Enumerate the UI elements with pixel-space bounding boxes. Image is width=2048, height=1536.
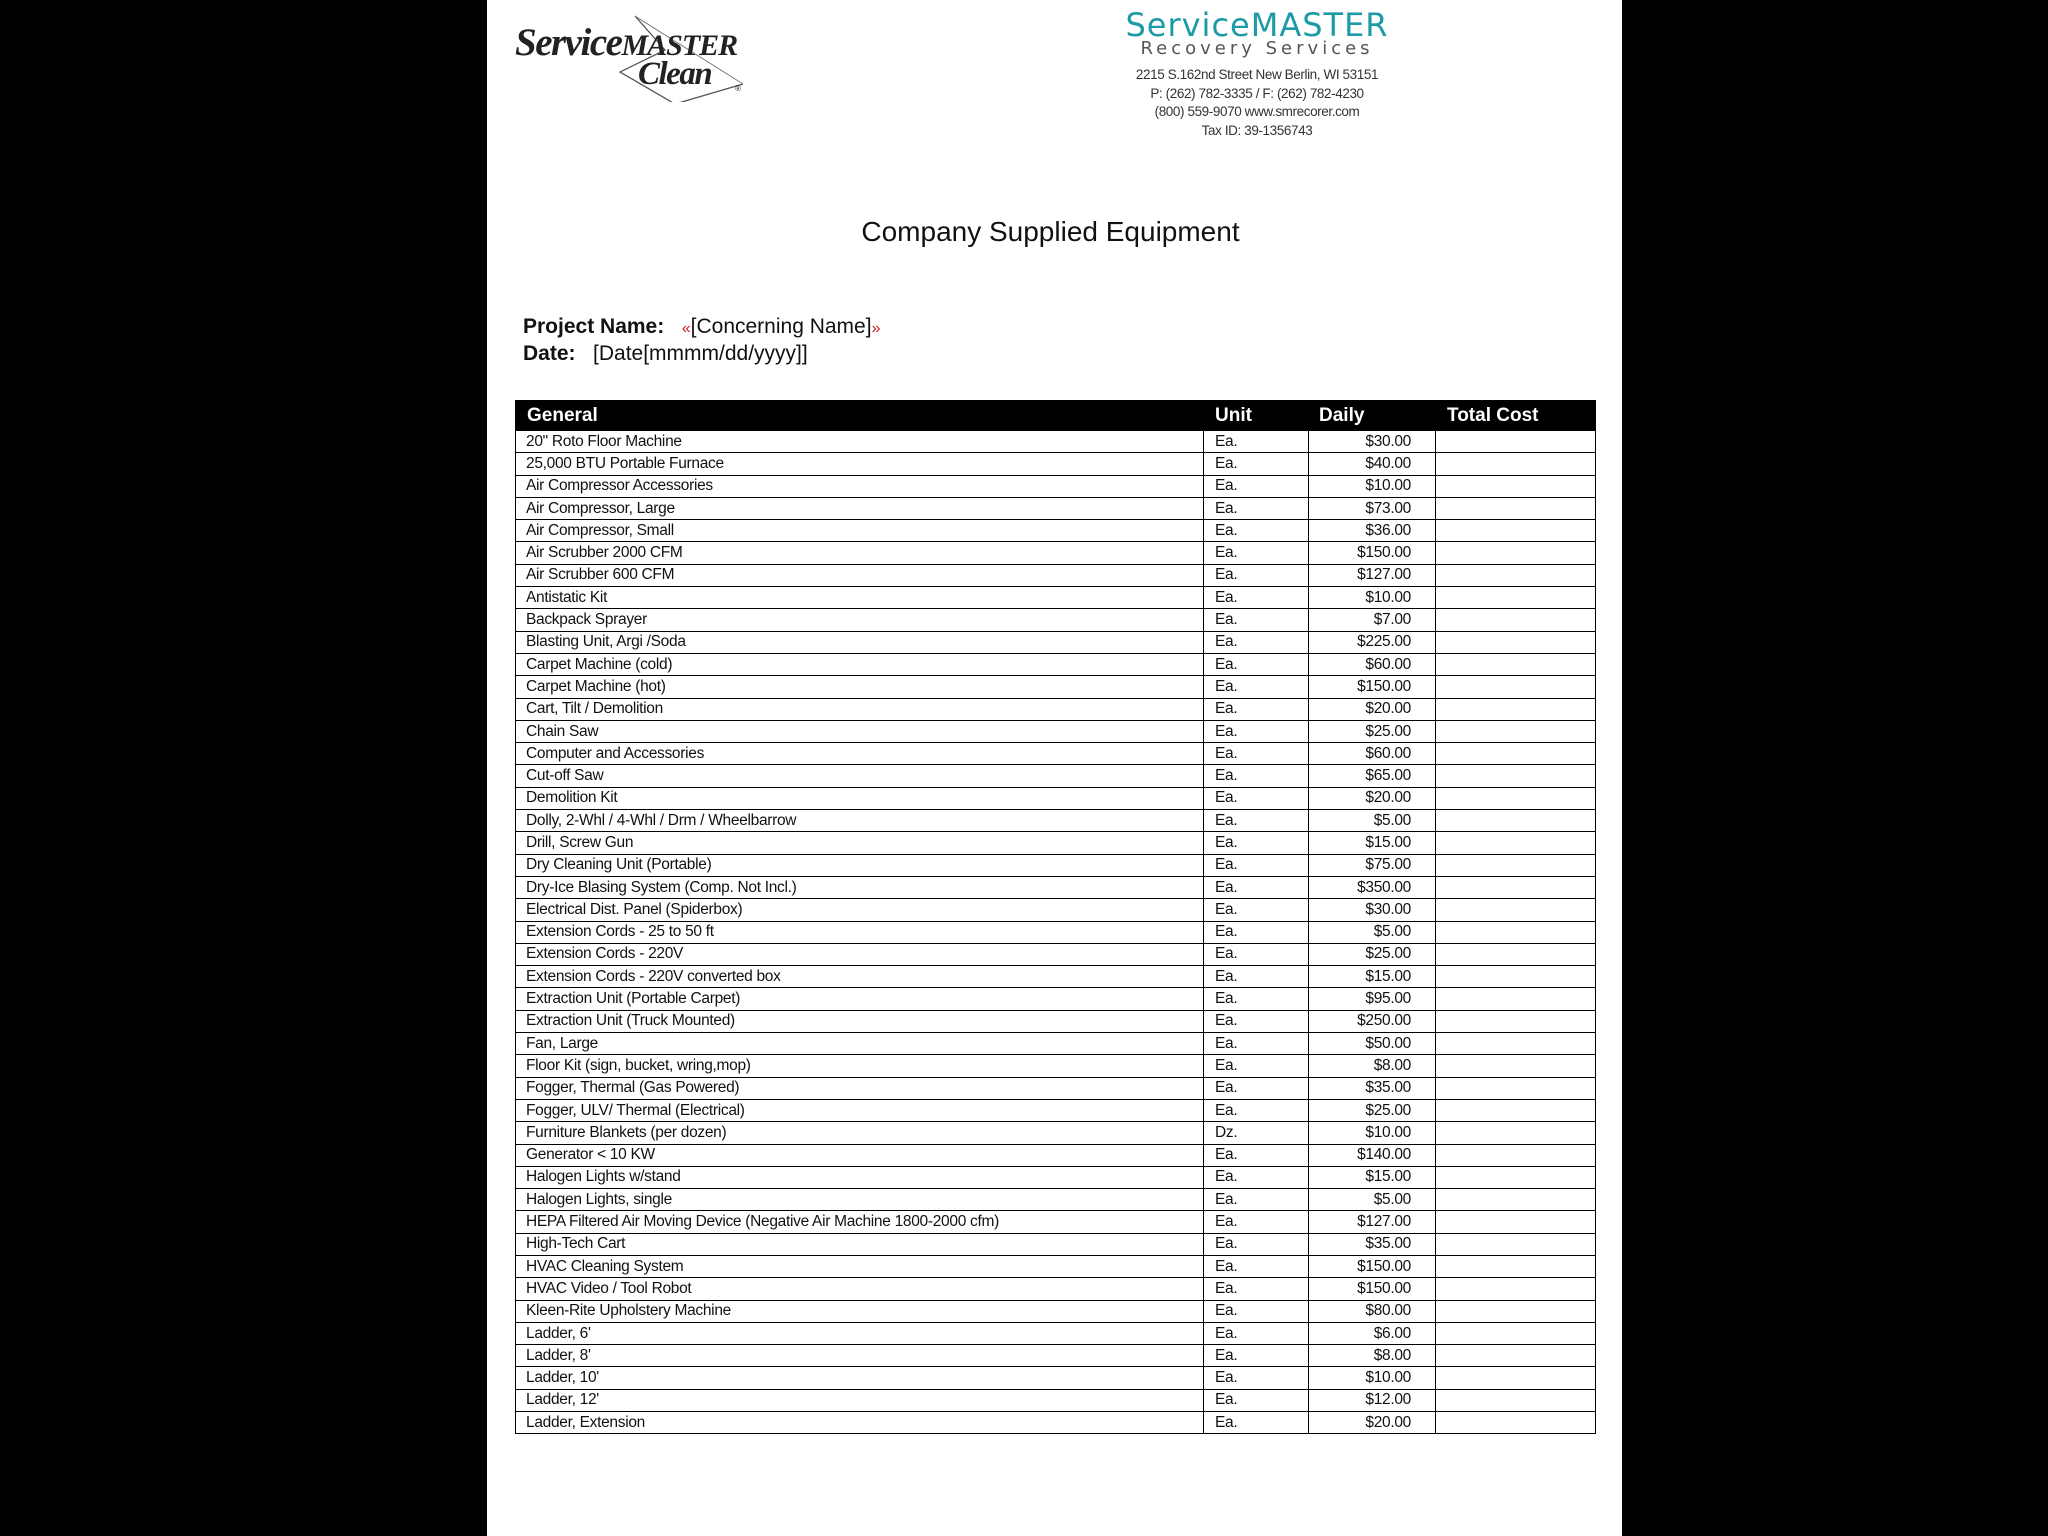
table-row bbox=[516, 832, 1596, 854]
table-row bbox=[516, 453, 1596, 475]
table-row bbox=[516, 676, 1596, 698]
daily-rate-cell: $25.00 bbox=[1309, 720, 1436, 742]
unit-cell: Ea. bbox=[1204, 564, 1309, 586]
daily-rate-cell: $10.00 bbox=[1309, 475, 1436, 497]
equipment-name-cell: Blasting Unit, Argi /Soda bbox=[516, 631, 1204, 653]
total-cost-cell[interactable] bbox=[1436, 787, 1596, 809]
letterhead-tax-id: Tax ID: 39-1356743 bbox=[1201, 122, 1313, 138]
equipment-name-cell: Halogen Lights w/stand bbox=[516, 1166, 1204, 1188]
equipment-name-cell: Ladder, 8' bbox=[516, 1345, 1204, 1367]
daily-rate-cell: $30.00 bbox=[1309, 431, 1436, 453]
total-cost-cell[interactable] bbox=[1436, 1278, 1596, 1300]
daily-rate-cell: $40.00 bbox=[1309, 453, 1436, 475]
table-row bbox=[516, 876, 1596, 898]
unit-cell: Ea. bbox=[1204, 921, 1309, 943]
total-cost-cell[interactable] bbox=[1436, 542, 1596, 564]
equipment-name-cell: High-Tech Cart bbox=[516, 1233, 1204, 1255]
table-row bbox=[516, 854, 1596, 876]
table-row bbox=[516, 921, 1596, 943]
table-row bbox=[516, 1255, 1596, 1277]
equipment-name-cell: HEPA Filtered Air Moving Device (Negative Air Machine 1800-2000 cfm) bbox=[516, 1211, 1204, 1233]
table-row bbox=[516, 1211, 1596, 1233]
total-cost-cell[interactable] bbox=[1436, 1166, 1596, 1188]
table-row bbox=[516, 1345, 1596, 1367]
total-cost-cell[interactable] bbox=[1436, 698, 1596, 720]
unit-cell: Ea. bbox=[1204, 587, 1309, 609]
daily-rate-cell: $30.00 bbox=[1309, 899, 1436, 921]
daily-rate-cell: $65.00 bbox=[1309, 765, 1436, 787]
total-cost-cell[interactable] bbox=[1436, 1189, 1596, 1211]
daily-rate-cell: $5.00 bbox=[1309, 921, 1436, 943]
unit-cell: Ea. bbox=[1204, 1412, 1309, 1434]
table-row bbox=[516, 497, 1596, 519]
table-row bbox=[516, 1144, 1596, 1166]
unit-cell: Ea. bbox=[1204, 943, 1309, 965]
equipment-name-cell: Carpet Machine (hot) bbox=[516, 676, 1204, 698]
table-row bbox=[516, 1099, 1596, 1121]
unit-cell: Ea. bbox=[1204, 876, 1309, 898]
total-cost-cell[interactable] bbox=[1436, 832, 1596, 854]
column-header-daily: Daily bbox=[1309, 401, 1436, 431]
equipment-name-cell: Fan, Large bbox=[516, 1033, 1204, 1055]
total-cost-cell[interactable] bbox=[1436, 1389, 1596, 1411]
equipment-name-cell: Generator < 10 KW bbox=[516, 1144, 1204, 1166]
daily-rate-cell: $25.00 bbox=[1309, 943, 1436, 965]
equipment-name-cell: Ladder, 12' bbox=[516, 1389, 1204, 1411]
unit-cell: Ea. bbox=[1204, 1033, 1309, 1055]
merge-field-open-mark: « bbox=[681, 320, 691, 337]
unit-cell: Ea. bbox=[1204, 720, 1309, 742]
unit-cell: Ea. bbox=[1204, 1278, 1309, 1300]
equipment-name-cell: Air Scrubber 600 CFM bbox=[516, 564, 1204, 586]
table-row bbox=[516, 475, 1596, 497]
unit-cell: Ea. bbox=[1204, 497, 1309, 519]
servicemaster-clean-logo bbox=[515, 12, 745, 94]
table-row bbox=[516, 1367, 1596, 1389]
daily-rate-cell: $50.00 bbox=[1309, 1033, 1436, 1055]
column-header-general: General bbox=[516, 401, 1204, 431]
equipment-name-cell: Extension Cords - 220V converted box bbox=[516, 966, 1204, 988]
unit-cell: Ea. bbox=[1204, 1367, 1309, 1389]
document-page bbox=[487, 0, 1622, 1536]
daily-rate-cell: $127.00 bbox=[1309, 1211, 1436, 1233]
table-row bbox=[516, 988, 1596, 1010]
table-row bbox=[516, 587, 1596, 609]
unit-cell: Ea. bbox=[1204, 1166, 1309, 1188]
letterhead-address: 2215 S.162nd Street New Berlin, WI 53151 bbox=[1135, 67, 1379, 82]
table-row bbox=[516, 743, 1596, 765]
total-cost-cell[interactable] bbox=[1436, 966, 1596, 988]
column-header-total-cost: Total Cost bbox=[1436, 401, 1596, 431]
total-cost-cell[interactable] bbox=[1436, 1211, 1596, 1233]
daily-rate-cell: $35.00 bbox=[1309, 1233, 1436, 1255]
total-cost-cell[interactable] bbox=[1436, 1233, 1596, 1255]
table-row bbox=[516, 1122, 1596, 1144]
daily-rate-cell: $35.00 bbox=[1309, 1077, 1436, 1099]
equipment-name-cell: Extension Cords - 25 to 50 ft bbox=[516, 921, 1204, 943]
total-cost-cell[interactable] bbox=[1436, 1144, 1596, 1166]
table-row bbox=[516, 1278, 1596, 1300]
total-cost-cell[interactable] bbox=[1436, 1367, 1596, 1389]
total-cost-cell[interactable] bbox=[1436, 743, 1596, 765]
total-cost-cell[interactable] bbox=[1436, 1010, 1596, 1032]
daily-rate-cell: $150.00 bbox=[1309, 542, 1436, 564]
table-row bbox=[516, 765, 1596, 787]
total-cost-cell[interactable] bbox=[1436, 854, 1596, 876]
equipment-name-cell: HVAC Cleaning System bbox=[516, 1255, 1204, 1277]
table-row bbox=[516, 720, 1596, 742]
daily-rate-cell: $5.00 bbox=[1309, 810, 1436, 832]
table-row bbox=[516, 899, 1596, 921]
unit-cell: Ea. bbox=[1204, 1322, 1309, 1344]
daily-rate-cell: $250.00 bbox=[1309, 1010, 1436, 1032]
unit-cell: Ea. bbox=[1204, 1010, 1309, 1032]
equipment-name-cell: 20" Roto Floor Machine bbox=[516, 431, 1204, 453]
table-row bbox=[516, 1233, 1596, 1255]
equipment-name-cell: Ladder, 10' bbox=[516, 1367, 1204, 1389]
total-cost-cell[interactable] bbox=[1436, 587, 1596, 609]
document-title: Company Supplied Equipment bbox=[861, 216, 1240, 247]
unit-cell: Ea. bbox=[1204, 966, 1309, 988]
unit-cell: Ea. bbox=[1204, 453, 1309, 475]
daily-rate-cell: $5.00 bbox=[1309, 1189, 1436, 1211]
daily-rate-cell: $350.00 bbox=[1309, 876, 1436, 898]
equipment-name-cell: Drill, Screw Gun bbox=[516, 832, 1204, 854]
daily-rate-cell: $20.00 bbox=[1309, 698, 1436, 720]
total-cost-cell[interactable] bbox=[1436, 1099, 1596, 1121]
unit-cell: Ea. bbox=[1204, 475, 1309, 497]
table-row bbox=[516, 520, 1596, 542]
table-row bbox=[516, 1389, 1596, 1411]
table-row bbox=[516, 564, 1596, 586]
unit-cell: Ea. bbox=[1204, 1300, 1309, 1322]
table-header-row bbox=[516, 401, 1596, 431]
equipment-name-cell: Air Compressor, Small bbox=[516, 520, 1204, 542]
equipment-name-cell: Computer and Accessories bbox=[516, 743, 1204, 765]
unit-cell: Ea. bbox=[1204, 1055, 1309, 1077]
total-cost-cell[interactable] bbox=[1436, 631, 1596, 653]
daily-rate-cell: $150.00 bbox=[1309, 1278, 1436, 1300]
table-row bbox=[516, 1189, 1596, 1211]
unit-cell: Ea. bbox=[1204, 899, 1309, 921]
equipment-name-cell: Demolition Kit bbox=[516, 787, 1204, 809]
unit-cell: Ea. bbox=[1204, 1144, 1309, 1166]
equipment-name-cell: Air Compressor, Large bbox=[516, 497, 1204, 519]
total-cost-cell[interactable] bbox=[1436, 609, 1596, 631]
total-cost-cell[interactable] bbox=[1436, 520, 1596, 542]
unit-cell: Dz. bbox=[1204, 1122, 1309, 1144]
equipment-name-cell: Chain Saw bbox=[516, 720, 1204, 742]
project-name-line bbox=[523, 315, 880, 339]
total-cost-cell[interactable] bbox=[1436, 1055, 1596, 1077]
unit-cell: Ea. bbox=[1204, 698, 1309, 720]
logo-wordmark-clean: Clean bbox=[638, 56, 712, 92]
table-row bbox=[516, 943, 1596, 965]
letterhead-brand-title: ServiceMASTER bbox=[1125, 6, 1389, 44]
letterhead-tollfree-web: (800) 559-9070 www.smrecorer.com bbox=[1154, 104, 1360, 119]
equipment-name-cell: Fogger, ULV/ Thermal (Electrical) bbox=[516, 1099, 1204, 1121]
column-header-unit: Unit bbox=[1204, 401, 1309, 431]
total-cost-cell[interactable] bbox=[1436, 988, 1596, 1010]
equipment-name-cell: Ladder, 6' bbox=[516, 1322, 1204, 1344]
equipment-name-cell: 25,000 BTU Portable Furnace bbox=[516, 453, 1204, 475]
total-cost-cell[interactable] bbox=[1436, 497, 1596, 519]
unit-cell: Ea. bbox=[1204, 854, 1309, 876]
unit-cell: Ea. bbox=[1204, 1345, 1309, 1367]
total-cost-cell[interactable] bbox=[1436, 1412, 1596, 1434]
daily-rate-cell: $75.00 bbox=[1309, 854, 1436, 876]
daily-rate-cell: $7.00 bbox=[1309, 609, 1436, 631]
equipment-name-cell: Dry-Ice Blasing System (Comp. Not Incl.) bbox=[516, 876, 1204, 898]
unit-cell: Ea. bbox=[1204, 631, 1309, 653]
daily-rate-cell: $15.00 bbox=[1309, 966, 1436, 988]
letterhead-brand-subtitle: Recovery Services bbox=[1140, 38, 1374, 59]
equipment-name-cell: Fogger, Thermal (Gas Powered) bbox=[516, 1077, 1204, 1099]
equipment-name-cell: Backpack Sprayer bbox=[516, 609, 1204, 631]
daily-rate-cell: $10.00 bbox=[1309, 1367, 1436, 1389]
table-row bbox=[516, 1010, 1596, 1032]
equipment-name-cell: Extension Cords - 220V bbox=[516, 943, 1204, 965]
equipment-name-cell: Extraction Unit (Portable Carpet) bbox=[516, 988, 1204, 1010]
daily-rate-cell: $6.00 bbox=[1309, 1322, 1436, 1344]
equipment-name-cell: Ladder, Extension bbox=[516, 1412, 1204, 1434]
unit-cell: Ea. bbox=[1204, 1077, 1309, 1099]
equipment-name-cell: Furniture Blankets (per dozen) bbox=[516, 1122, 1204, 1144]
logo-wordmark-service: ServiceMASTER bbox=[515, 21, 738, 64]
equipment-name-cell: HVAC Video / Tool Robot bbox=[516, 1278, 1204, 1300]
equipment-name-cell: Electrical Dist. Panel (Spiderbox) bbox=[516, 899, 1204, 921]
total-cost-cell[interactable] bbox=[1436, 943, 1596, 965]
equipment-name-cell: Cart, Tilt / Demolition bbox=[516, 698, 1204, 720]
daily-rate-cell: $8.00 bbox=[1309, 1055, 1436, 1077]
unit-cell: Ea. bbox=[1204, 1389, 1309, 1411]
equipment-name-cell: Floor Kit (sign, bucket, wring,mop) bbox=[516, 1055, 1204, 1077]
total-cost-cell[interactable] bbox=[1436, 720, 1596, 742]
unit-cell: Ea. bbox=[1204, 765, 1309, 787]
merge-field-close-mark: » bbox=[871, 320, 881, 337]
table-row bbox=[516, 1322, 1596, 1344]
project-name-label: Project Name: bbox=[523, 315, 665, 338]
recovery-services-letterhead bbox=[1077, 8, 1437, 140]
total-cost-cell[interactable] bbox=[1436, 453, 1596, 475]
total-cost-cell[interactable] bbox=[1436, 653, 1596, 675]
total-cost-cell[interactable] bbox=[1436, 921, 1596, 943]
total-cost-cell[interactable] bbox=[1436, 431, 1596, 453]
daily-rate-cell: $8.00 bbox=[1309, 1345, 1436, 1367]
unit-cell: Ea. bbox=[1204, 988, 1309, 1010]
total-cost-cell[interactable] bbox=[1436, 1255, 1596, 1277]
table-row bbox=[516, 431, 1596, 453]
table-row bbox=[516, 787, 1596, 809]
table-row bbox=[516, 1077, 1596, 1099]
total-cost-cell[interactable] bbox=[1436, 1300, 1596, 1322]
total-cost-cell[interactable] bbox=[1436, 1345, 1596, 1367]
unit-cell: Ea. bbox=[1204, 1233, 1309, 1255]
unit-cell: Ea. bbox=[1204, 1099, 1309, 1121]
equipment-name-cell: Air Scrubber 2000 CFM bbox=[516, 542, 1204, 564]
daily-rate-cell: $150.00 bbox=[1309, 676, 1436, 698]
daily-rate-cell: $25.00 bbox=[1309, 1099, 1436, 1121]
unit-cell: Ea. bbox=[1204, 1255, 1309, 1277]
daily-rate-cell: $12.00 bbox=[1309, 1389, 1436, 1411]
daily-rate-cell: $150.00 bbox=[1309, 1255, 1436, 1277]
total-cost-cell[interactable] bbox=[1436, 1322, 1596, 1344]
daily-rate-cell: $15.00 bbox=[1309, 1166, 1436, 1188]
project-name-field[interactable]: [Concerning Name] bbox=[690, 315, 872, 338]
equipment-table-body bbox=[516, 431, 1596, 1434]
unit-cell: Ea. bbox=[1204, 1211, 1309, 1233]
daily-rate-cell: $80.00 bbox=[1309, 1300, 1436, 1322]
equipment-name-cell: Antistatic Kit bbox=[516, 587, 1204, 609]
daily-rate-cell: $15.00 bbox=[1309, 832, 1436, 854]
table-row bbox=[516, 542, 1596, 564]
unit-cell: Ea. bbox=[1204, 832, 1309, 854]
total-cost-cell[interactable] bbox=[1436, 765, 1596, 787]
total-cost-cell[interactable] bbox=[1436, 676, 1596, 698]
equipment-name-cell: Carpet Machine (cold) bbox=[516, 653, 1204, 675]
unit-cell: Ea. bbox=[1204, 743, 1309, 765]
table-row bbox=[516, 631, 1596, 653]
equipment-table bbox=[515, 400, 1596, 1434]
equipment-name-cell: Cut-off Saw bbox=[516, 765, 1204, 787]
total-cost-cell[interactable] bbox=[1436, 1077, 1596, 1099]
total-cost-cell[interactable] bbox=[1436, 899, 1596, 921]
table-row bbox=[516, 698, 1596, 720]
table-row bbox=[516, 1412, 1596, 1434]
daily-rate-cell: $10.00 bbox=[1309, 587, 1436, 609]
table-row bbox=[516, 810, 1596, 832]
date-line bbox=[523, 342, 808, 366]
daily-rate-cell: $36.00 bbox=[1309, 520, 1436, 542]
total-cost-cell[interactable] bbox=[1436, 876, 1596, 898]
date-field[interactable]: [Date[mmmm/dd/yyyy]] bbox=[593, 342, 808, 365]
daily-rate-cell: $20.00 bbox=[1309, 1412, 1436, 1434]
table-row bbox=[516, 653, 1596, 675]
unit-cell: Ea. bbox=[1204, 520, 1309, 542]
daily-rate-cell: $127.00 bbox=[1309, 564, 1436, 586]
unit-cell: Ea. bbox=[1204, 810, 1309, 832]
unit-cell: Ea. bbox=[1204, 431, 1309, 453]
daily-rate-cell: $60.00 bbox=[1309, 743, 1436, 765]
total-cost-cell[interactable] bbox=[1436, 1033, 1596, 1055]
unit-cell: Ea. bbox=[1204, 787, 1309, 809]
daily-rate-cell: $10.00 bbox=[1309, 1122, 1436, 1144]
daily-rate-cell: $73.00 bbox=[1309, 497, 1436, 519]
total-cost-cell[interactable] bbox=[1436, 810, 1596, 832]
table-row bbox=[516, 966, 1596, 988]
table-row bbox=[516, 609, 1596, 631]
daily-rate-cell: $20.00 bbox=[1309, 787, 1436, 809]
total-cost-cell[interactable] bbox=[1436, 564, 1596, 586]
table-row bbox=[516, 1300, 1596, 1322]
daily-rate-cell: $60.00 bbox=[1309, 653, 1436, 675]
daily-rate-cell: $225.00 bbox=[1309, 631, 1436, 653]
registered-mark: ® bbox=[735, 84, 741, 93]
date-label: Date: bbox=[523, 342, 576, 365]
table-row bbox=[516, 1055, 1596, 1077]
table-row bbox=[516, 1166, 1596, 1188]
daily-rate-cell: $95.00 bbox=[1309, 988, 1436, 1010]
unit-cell: Ea. bbox=[1204, 609, 1309, 631]
equipment-name-cell: Kleen-Rite Upholstery Machine bbox=[516, 1300, 1204, 1322]
total-cost-cell[interactable] bbox=[1436, 1122, 1596, 1144]
equipment-name-cell: Extraction Unit (Truck Mounted) bbox=[516, 1010, 1204, 1032]
daily-rate-cell: $140.00 bbox=[1309, 1144, 1436, 1166]
equipment-name-cell: Air Compressor Accessories bbox=[516, 475, 1204, 497]
unit-cell: Ea. bbox=[1204, 542, 1309, 564]
unit-cell: Ea. bbox=[1204, 653, 1309, 675]
table-row bbox=[516, 1033, 1596, 1055]
unit-cell: Ea. bbox=[1204, 1189, 1309, 1211]
equipment-name-cell: Dolly, 2-Whl / 4-Whl / Drm / Wheelbarrow bbox=[516, 810, 1204, 832]
letterhead-phone-fax: P: (262) 782-3335 / F: (262) 782-4230 bbox=[1150, 85, 1364, 101]
unit-cell: Ea. bbox=[1204, 676, 1309, 698]
equipment-name-cell: Halogen Lights, single bbox=[516, 1189, 1204, 1211]
total-cost-cell[interactable] bbox=[1436, 475, 1596, 497]
equipment-name-cell: Dry Cleaning Unit (Portable) bbox=[516, 854, 1204, 876]
